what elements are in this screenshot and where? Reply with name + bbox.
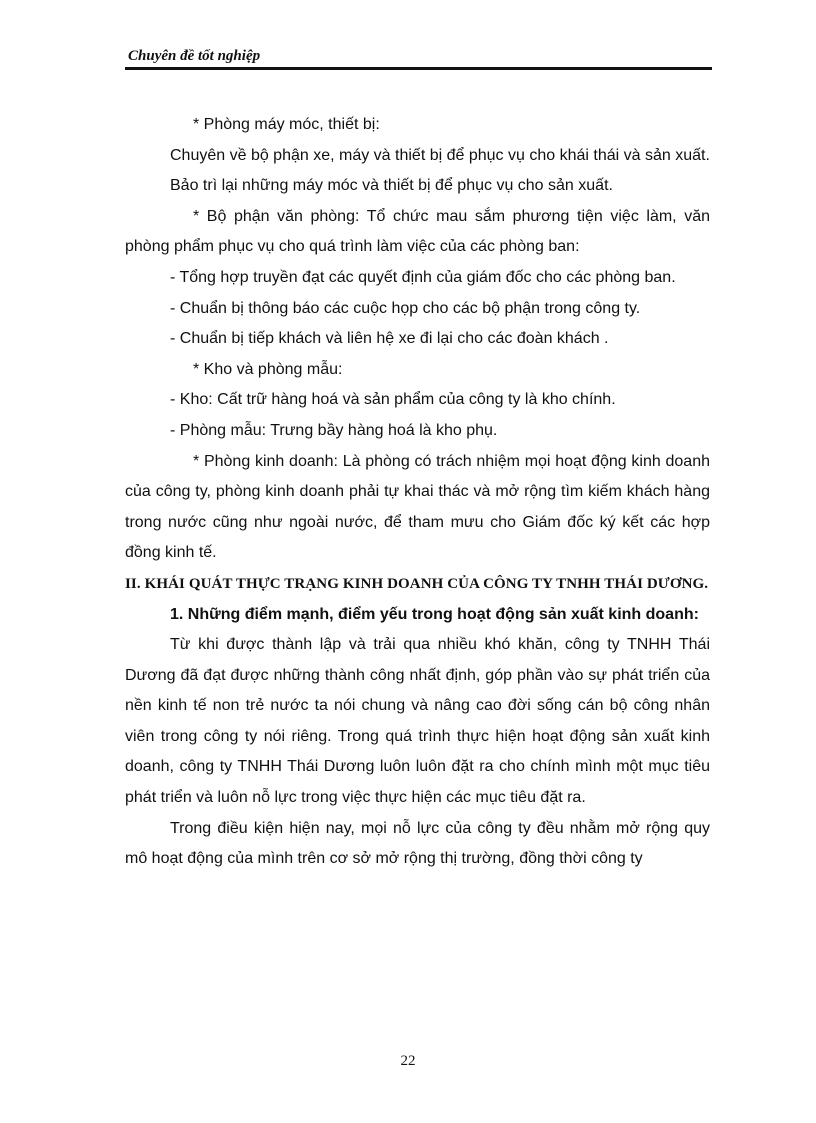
- paragraph: - Phòng mẫu: Trưng bầy hàng hoá là kho phụ.: [170, 421, 498, 439]
- paragraph: * Phòng kinh doanh: Là phòng có trách nhiệm mọi hoạt động kinh doanh của công ty, phòng kinh doanh phải tự khai thác và mở rộng tìm kiếm khách hàng trong nước cũng như ngoài nước, để tham mưu cho Giám đốc ký kết các hợp đồng kinh tế.: [125, 452, 710, 562]
- page-header: [125, 46, 712, 68]
- paragraph: - Chuẩn bị thông báo các cuộc họp cho các bộ phận trong công ty.: [170, 299, 641, 317]
- header-rule: [125, 67, 712, 70]
- section-title: II. KHÁI QUÁT THỰC TRẠNG KINH DOANH CỦA CÔNG TY TNHH THÁI DƯƠNG.: [125, 575, 709, 592]
- paragraph: * Bộ phận văn phòng: Tổ chức mau sắm phương tiện việc làm, văn phòng phẩm phục vụ cho quá trình làm việc của các phòng ban:: [125, 207, 710, 256]
- paragraph: Từ khi được thành lập và trải qua nhiều khó khăn, công ty TNHH Thái Dương đã đạt được những thành công nhất định, góp phần vào sự phát triển của nền kinh tế non trẻ nước ta nói chung và nâng cao đời sống cán bộ công nhân viên trong công ty nói riêng. Trong quá trình thực hiện hoạt động sản xuất kinh doanh, công ty TNHH Thái Dương luôn luôn đặt ra cho chính mình một mục tiêu phát triển và luôn nỗ lực trong việc thực hiện các mục tiêu đặt ra.: [125, 636, 710, 807]
- paragraph: Bảo trì lại những máy móc và thiết bị để phục vụ cho sản xuất.: [170, 177, 613, 195]
- paragraph: - Kho: Cất trữ hàng hoá và sản phẩm của công ty là kho chính.: [170, 391, 616, 409]
- paragraph: * Phòng máy móc, thiết bị:: [193, 116, 380, 133]
- paragraph: * Kho và phòng mẫu:: [193, 360, 343, 378]
- document-body: [125, 110, 710, 875]
- paragraph: - Tổng hợp truyền đạt các quyết định của giám đốc cho các phòng ban.: [170, 268, 676, 286]
- header-title: Chuyên đề tốt nghiệp: [128, 48, 261, 64]
- paragraph: Chuyên về bộ phận xe, máy và thiết bị để phục vụ cho khái thái và sản xuất.: [170, 146, 710, 164]
- paragraph: Trong điều kiện hiện nay, mọi nỗ lực của công ty đều nhằm mở rộng quy mô hoạt động của mình trên cơ sở mở rộng thị trường, đồng thời công ty: [125, 819, 710, 868]
- page-number: 22: [400, 1053, 416, 1069]
- subsection-title: 1. Những điểm mạnh, điểm yếu trong hoạt động sản xuất kinh doanh:: [170, 605, 699, 623]
- paragraph: - Chuẩn bị tiếp khách và liên hệ xe đi lại cho các đoàn khách .: [170, 330, 609, 348]
